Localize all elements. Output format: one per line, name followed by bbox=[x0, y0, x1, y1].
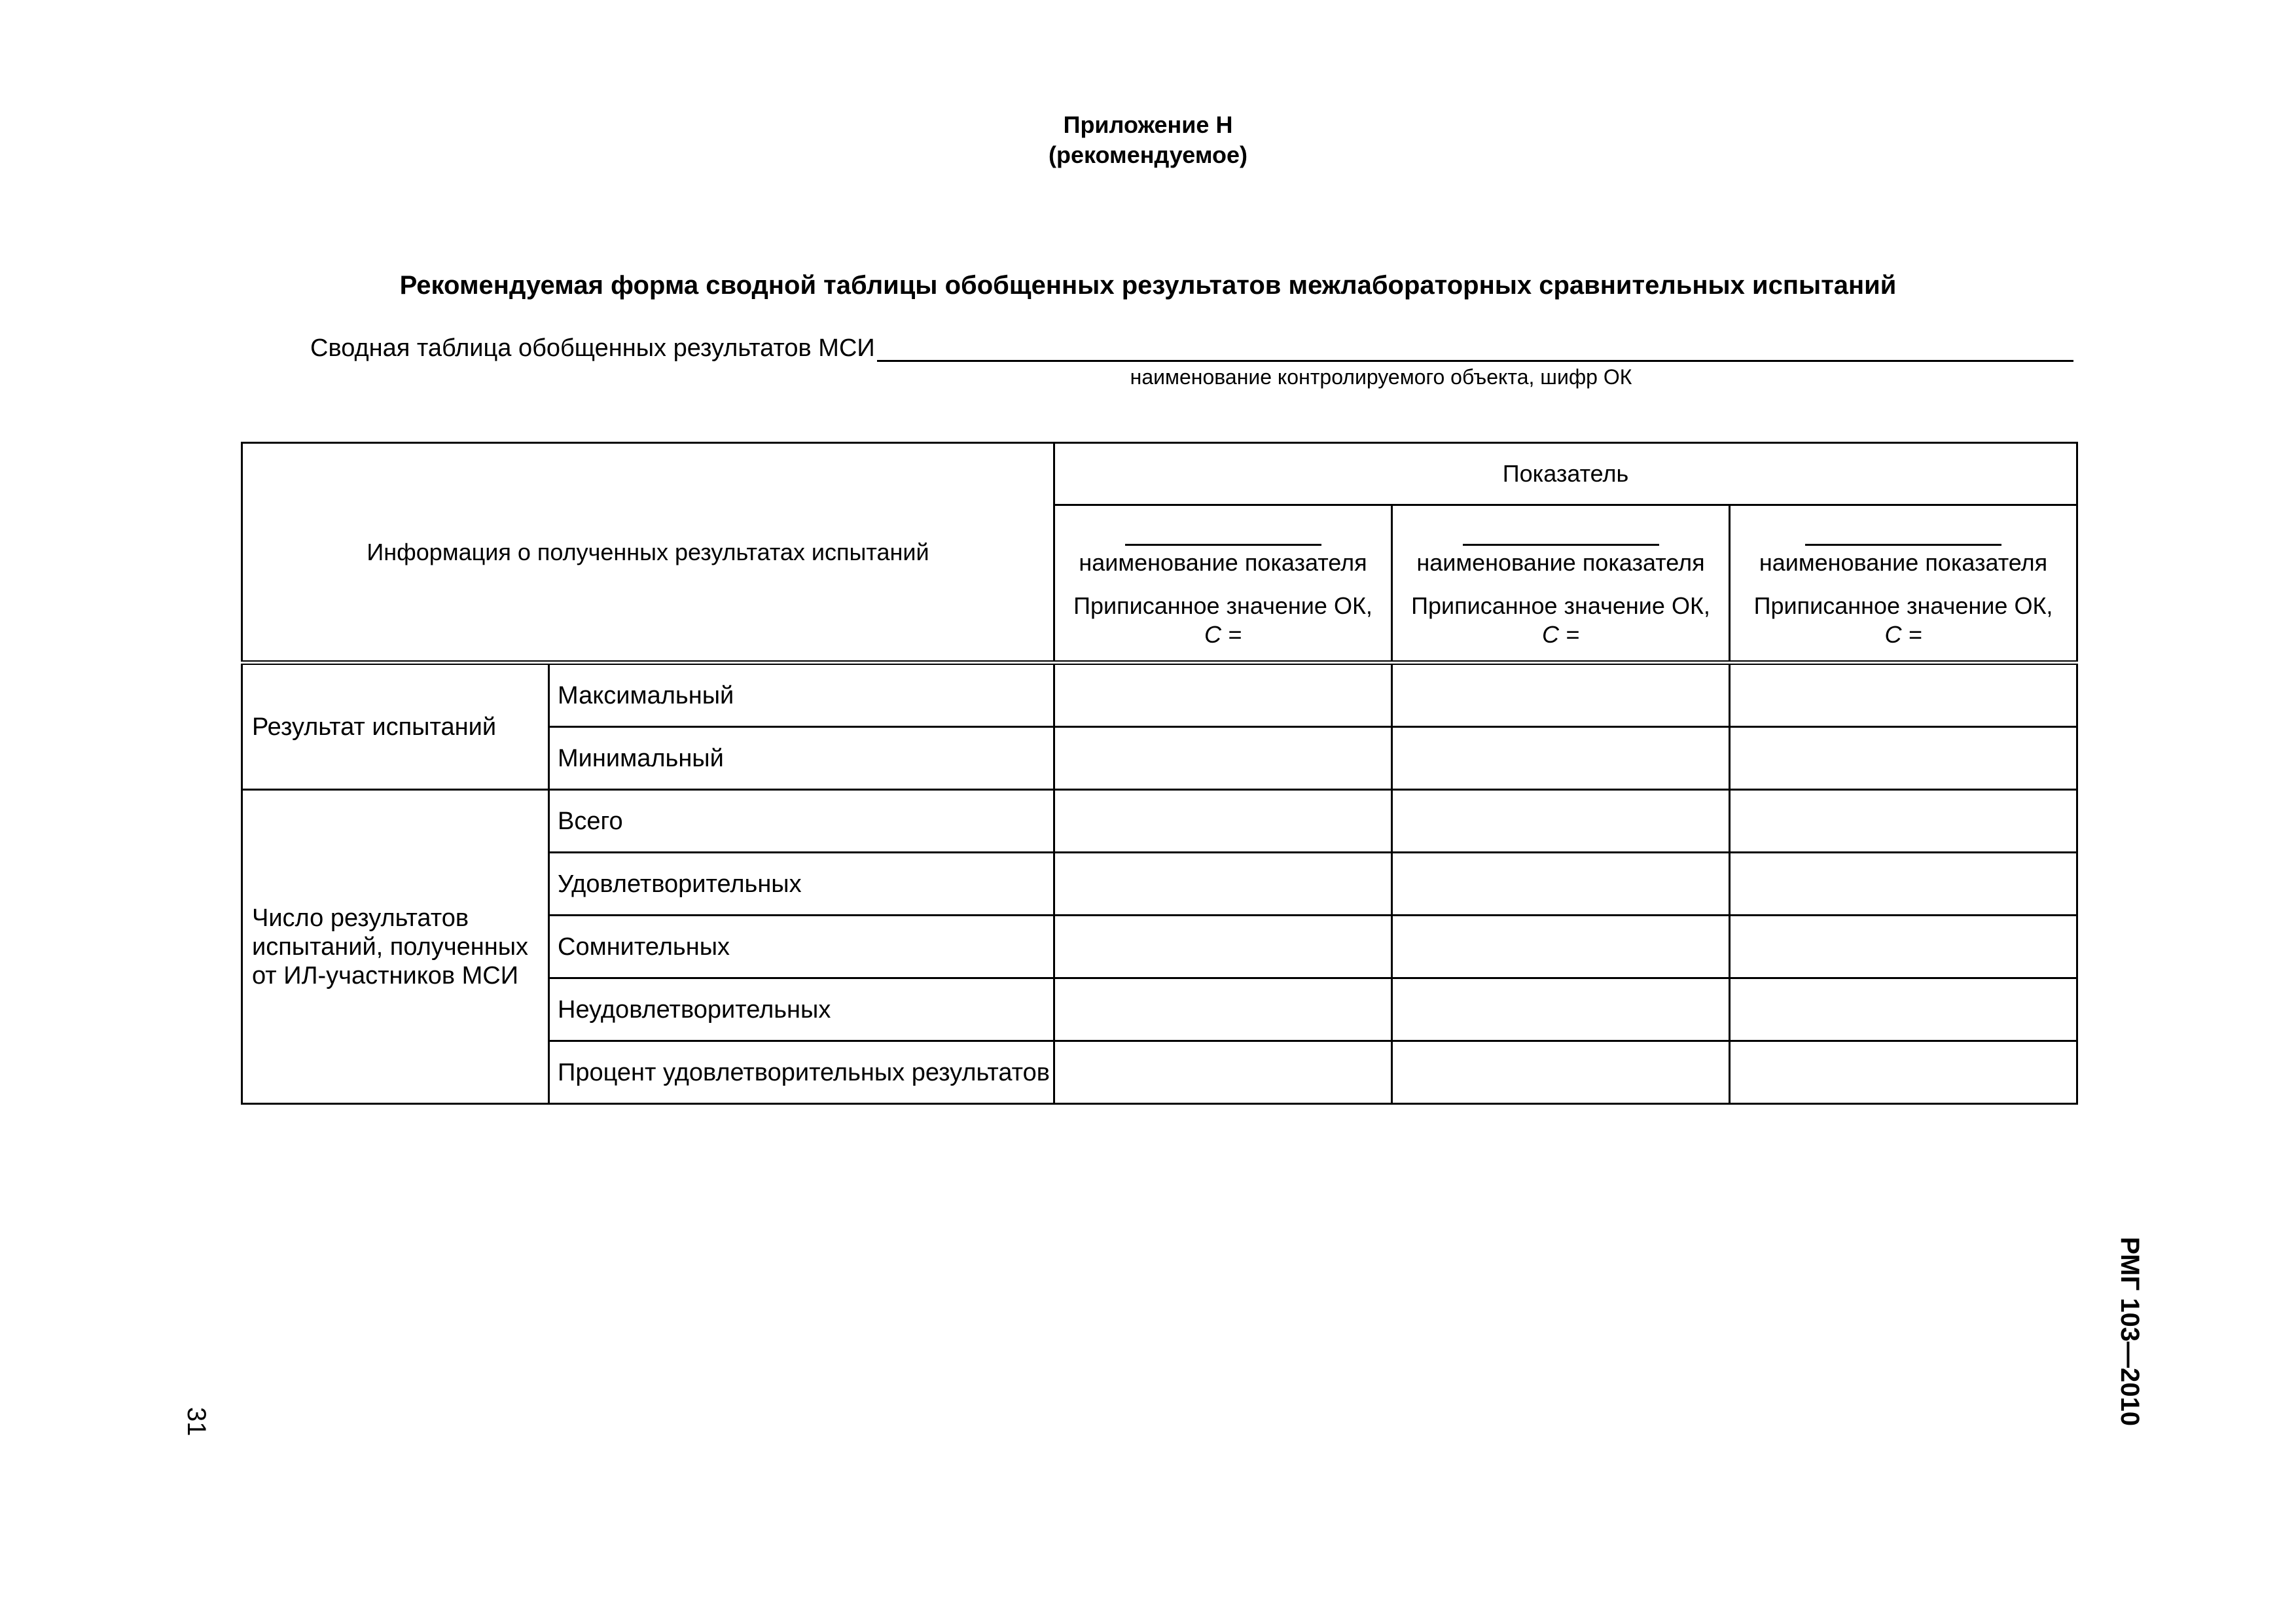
info-header-text: Информация о полученных результатах испытаний bbox=[367, 538, 929, 565]
indicator-header-text: Показатель bbox=[1502, 460, 1629, 487]
group-label-result-count: Число результатов испытаний, полученных от ИЛ-участников МСИ bbox=[242, 790, 549, 1104]
value-cell[interactable] bbox=[1054, 727, 1392, 790]
value-cell[interactable] bbox=[1054, 790, 1392, 853]
table-row bbox=[242, 663, 2077, 727]
value-cell[interactable] bbox=[1730, 790, 2077, 853]
row-label-satisfactory: Удовлетворительных bbox=[549, 853, 1054, 916]
value-cell[interactable] bbox=[1730, 1041, 2077, 1104]
indicator-column-2-header bbox=[1392, 505, 1730, 663]
document-title: Рекомендуемая форма сводной таблицы обобщенных результатов межлабораторных сравнительных испытаний bbox=[399, 271, 1897, 300]
value-cell[interactable] bbox=[1392, 916, 1730, 978]
object-name-caption: наименование контролируемого объекта, шифр ОК bbox=[1130, 365, 1632, 389]
indicator-name-blank-line bbox=[1125, 544, 1321, 546]
value-cell[interactable] bbox=[1730, 727, 2077, 790]
value-cell[interactable] bbox=[1054, 663, 1392, 727]
row-label-minimum: Минимальный bbox=[549, 727, 1054, 790]
value-cell[interactable] bbox=[1392, 727, 1730, 790]
c-value-label: С = bbox=[1542, 621, 1580, 648]
assigned-value-label: Приписанное значение ОК, bbox=[1073, 592, 1372, 619]
annex-heading bbox=[0, 110, 2296, 170]
value-cell[interactable] bbox=[1392, 1041, 1730, 1104]
annex-title: Приложение Н bbox=[1063, 111, 1233, 138]
c-value-label: С = bbox=[1204, 621, 1242, 648]
summary-line-label: Сводная таблица обобщенных результатов МСИ bbox=[310, 334, 875, 362]
row-label-unsatisfactory: Неудовлетворительных bbox=[549, 978, 1054, 1041]
page-number: 31 bbox=[182, 1407, 211, 1436]
document-code: РМГ 103—2010 bbox=[2115, 1237, 2144, 1426]
row-label-maximum: Максимальный bbox=[549, 663, 1054, 727]
indicator-header-cell bbox=[1054, 443, 2077, 505]
indicator-name-blank-line bbox=[1805, 544, 2001, 546]
indicator-column-1-header bbox=[1054, 505, 1392, 663]
indicator-name-label: наименование показателя bbox=[1079, 549, 1367, 576]
value-cell[interactable] bbox=[1730, 916, 2077, 978]
value-cell[interactable] bbox=[1730, 853, 2077, 916]
summary-table bbox=[241, 442, 2078, 1105]
indicator-name-label: наименование показателя bbox=[1759, 549, 2048, 576]
object-name-blank-line bbox=[877, 360, 2073, 362]
indicator-column-3-header bbox=[1730, 505, 2077, 663]
value-cell[interactable] bbox=[1054, 853, 1392, 916]
value-cell[interactable] bbox=[1392, 790, 1730, 853]
annex-status: (рекомендуемое) bbox=[1049, 141, 1247, 168]
header-row-1 bbox=[242, 443, 2077, 505]
indicator-name-blank-line bbox=[1463, 544, 1659, 546]
table-row bbox=[242, 790, 2077, 853]
row-label-total: Всего bbox=[549, 790, 1054, 853]
assigned-value-label: Приписанное значение ОК, bbox=[1411, 592, 1710, 619]
row-label-satisfactory-percent: Процент удовлетворительных результатов bbox=[549, 1041, 1054, 1104]
value-cell[interactable] bbox=[1392, 663, 1730, 727]
info-header-cell bbox=[242, 443, 1054, 663]
value-cell[interactable] bbox=[1054, 916, 1392, 978]
value-cell[interactable] bbox=[1730, 978, 2077, 1041]
assigned-value-label: Приписанное значение ОК, bbox=[1753, 592, 2053, 619]
value-cell[interactable] bbox=[1392, 978, 1730, 1041]
c-value-label: С = bbox=[1884, 621, 1922, 648]
group-label-test-result: Результат испытаний bbox=[242, 663, 549, 790]
value-cell[interactable] bbox=[1730, 663, 2077, 727]
value-cell[interactable] bbox=[1392, 853, 1730, 916]
value-cell[interactable] bbox=[1054, 1041, 1392, 1104]
indicator-name-label: наименование показателя bbox=[1416, 549, 1705, 576]
row-label-doubtful: Сомнительных bbox=[549, 916, 1054, 978]
value-cell[interactable] bbox=[1054, 978, 1392, 1041]
